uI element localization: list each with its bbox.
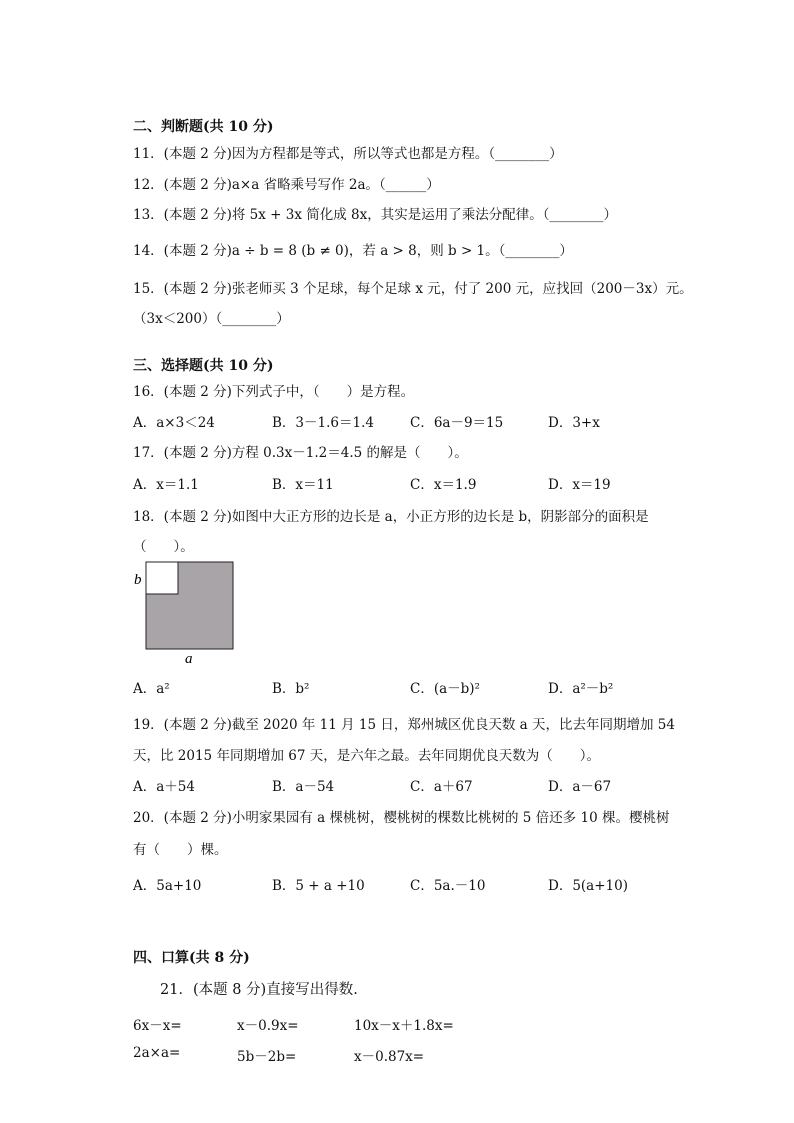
q17-option-d: D．x＝19 [548, 477, 611, 493]
label-b: b [134, 572, 142, 588]
calc-1-1: 6x－x= [133, 1018, 182, 1034]
question-15: 15．(本题 2 分)张老师买 3 个足球，每个足球 x 元，付了 200 元，应找回（200－3x）元。 [133, 281, 693, 297]
question-16-stem: 16．(本题 2 分)下列式子中，（ ）是方程。 [133, 384, 415, 400]
q20-option-b: B．5 + a +10 [272, 878, 365, 894]
q19-option-c: C．a＋67 [410, 779, 473, 795]
calc-1-2: x－0.9x= [237, 1018, 299, 1034]
question-13: 13．(本题 2 分)将 5x + 3x 简化成 8x，其实是运用了乘法分配律。（________） [133, 207, 618, 223]
q19-option-a: A．a＋54 [133, 779, 195, 795]
q17-option-c: C．x＝1.9 [410, 477, 477, 493]
q16-option-a: A．a×3＜24 [133, 415, 215, 431]
section-2-title: 二、判断题(共 10 分) [133, 119, 274, 135]
question-17-stem: 17．(本题 2 分)方程 0.3x－1.2＝4.5 的解是（ ）。 [133, 445, 468, 461]
calc-2-1: 2a×a= [133, 1045, 181, 1061]
question-14: 14．(本题 2 分)a ÷ b = 8 (b ≠ 0)，若 a > 8，则 b > 1。（________） [133, 243, 573, 259]
q18-option-a: A．a² [133, 681, 170, 697]
section-4-title: 四、口算(共 8 分) [133, 950, 250, 966]
small-square [146, 562, 178, 594]
question-18-stem-continued: （ ）。 [133, 539, 194, 555]
q17-option-b: B．x＝11 [272, 477, 334, 493]
q19-option-d: D．a－67 [548, 779, 612, 795]
calc-2-3: x－0.87x= [354, 1049, 425, 1065]
q16-option-b: B．3－1.6＝1.4 [272, 415, 374, 431]
q20-option-a: A．5a+10 [133, 878, 202, 894]
question-21-stem: 21．(本题 8 分)直接写出得数. [160, 982, 358, 998]
question-12: 12．(本题 2 分)a×a 省略乘号写作 2a。（______） [133, 177, 440, 193]
calc-2-2: 5b－2b= [237, 1049, 297, 1065]
question-20-stem-continued: 有（ ）棵。 [133, 842, 228, 858]
section-3-title: 三、选择题(共 10 分) [133, 358, 274, 374]
question-19-stem-continued: 天，比 2015 年同期增加 67 天，是六年之最。去年同期优良天数为（ ）。 [133, 748, 600, 764]
square-figure [130, 558, 240, 668]
question-15-continued: （3x＜200）（________） [133, 311, 290, 327]
q16-option-c: C．6a－9＝15 [410, 415, 504, 431]
question-20-stem: 20．(本题 2 分)小明家果园有 a 棵桃树，樱桃树的棵数比桃树的 5 倍还多 10 棵。樱桃树 [133, 810, 670, 826]
q17-option-a: A．x＝1.1 [133, 477, 199, 493]
question-11: 11．(本题 2 分)因为方程都是等式，所以等式也都是方程。（________） [133, 146, 563, 162]
q18-option-d: D．a²－b² [548, 681, 614, 697]
q20-option-c: C．5a.－10 [410, 878, 486, 894]
q20-option-d: D．5(a+10) [548, 878, 628, 894]
q19-option-b: B．a－54 [272, 779, 335, 795]
q18-option-b: B．b² [272, 681, 310, 697]
question-19-stem: 19．(本题 2 分)截至 2020 年 11 月 15 日，郑州城区优良天数 a 天，比去年同期增加 54 [133, 717, 675, 733]
calc-1-3: 10x－x＋1.8x= [354, 1018, 454, 1034]
q18-option-c: C．(a－b)² [410, 681, 480, 697]
q16-option-d: D．3+x [548, 415, 600, 431]
question-18-stem: 18．(本题 2 分)如图中大正方形的边长是 a，小正方形的边长是 b，阴影部分的面积是 [133, 509, 649, 525]
label-a: a [185, 651, 193, 667]
